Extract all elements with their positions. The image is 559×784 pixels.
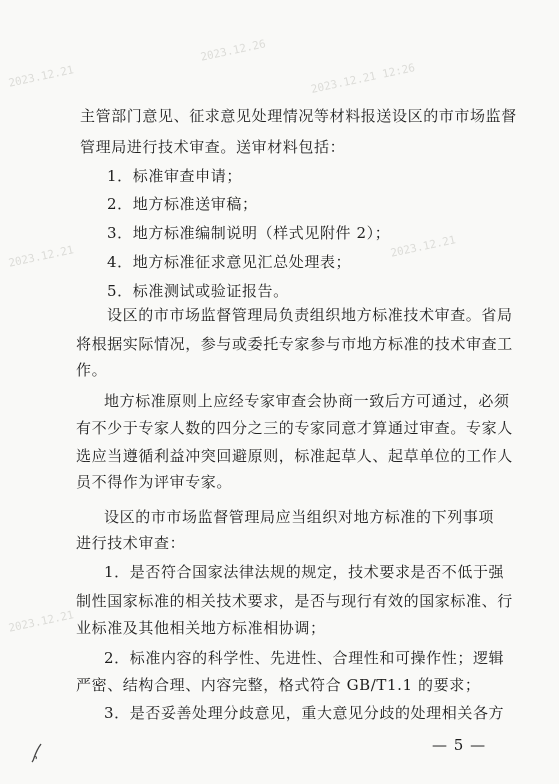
list-item: 2．地方标准送审稿； bbox=[107, 195, 258, 213]
watermark: 2023.12.26 bbox=[199, 37, 267, 64]
list-item: 3．是否妥善处理分歧意见，重大意见分歧的处理相关各方 bbox=[104, 704, 505, 722]
body-text-line: 有不少于专家人数的四分之三的专家同意才算通过审查。专家人 bbox=[76, 419, 513, 437]
body-text-line: 制性国家标准的相关技术要求，是否与现行有效的国家标准、行 bbox=[76, 592, 513, 610]
page-number: — 5 — bbox=[432, 736, 487, 754]
list-item: 5．标准测试或验证报告。 bbox=[107, 282, 289, 300]
watermark: 2023.12.21 bbox=[7, 243, 75, 270]
watermark: 2023.12.21 bbox=[389, 233, 457, 260]
body-text-line: 严密、结构合理、内容完整，格式符合 GB/T1.1 的要求； bbox=[76, 676, 481, 694]
body-text-line: 设区的市市场监督管理局负责组织地方标准技术审查。省局 bbox=[107, 306, 513, 324]
body-text-line: 将根据实际情况，参与或委托专家参与市地方标准的技术审查工 bbox=[76, 335, 513, 353]
body-text-line: 业标准及其他相关地方标准相协调； bbox=[76, 619, 326, 637]
list-item: 2．标准内容的科学性、先进性、合理性和可操作性；逻辑 bbox=[104, 649, 505, 667]
watermark: 2023.12.21 bbox=[7, 63, 75, 90]
list-item: 3．地方标准编制说明（样式见附件 2）； bbox=[107, 224, 391, 242]
list-item: 1．是否符合国家法律法规的规定，技术要求是否不低于强 bbox=[104, 563, 505, 581]
watermark: 2023.12.21 bbox=[7, 608, 75, 635]
pen-mark-icon bbox=[30, 742, 44, 768]
list-item: 1．标准审查申请； bbox=[107, 167, 242, 185]
body-text-line: 进行技术审查： bbox=[76, 534, 186, 552]
watermark: 2023.12.21 12:26 bbox=[309, 61, 417, 96]
body-text-line: 选应当遵循利益冲突回避原则，标准起草人、起草单位的工作人 bbox=[76, 447, 513, 465]
body-text-line: 员不得作为评审专家。 bbox=[76, 473, 233, 491]
body-text-line: 主管部门意见、征求意见处理情况等材料报送设区的市市场监督 bbox=[80, 107, 517, 125]
body-text-line: 设区的市市场监督管理局应当组织对地方标准的下列事项 bbox=[104, 508, 495, 526]
body-text-line: 地方标准原则上应经专家审查会协商一致后方可通过，必须 bbox=[104, 392, 510, 410]
body-text-line: 管理局进行技术审查。送审材料包括： bbox=[80, 138, 346, 156]
list-item: 4．地方标准征求意见汇总处理表； bbox=[107, 253, 352, 271]
body-text-line: 作。 bbox=[76, 361, 108, 379]
